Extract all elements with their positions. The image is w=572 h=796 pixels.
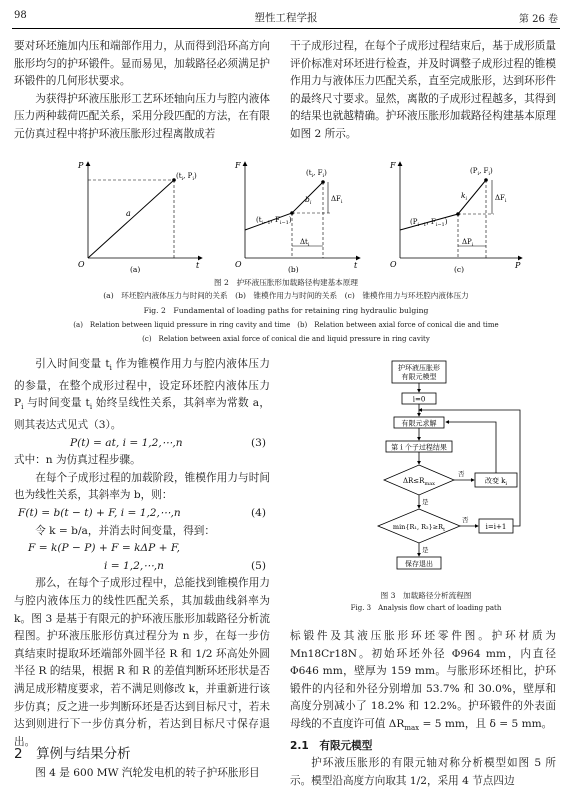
fig2-caption-en-sub2: (c) Relation between axial force of conical die and liquid pressure in ring cavity [142, 335, 430, 343]
bottom-right-column [290, 628, 556, 790]
flow-node-model-text: 护环液压胀形 [398, 364, 440, 372]
fig3-caption-cn: 图 3 加载路径分析流程图 [380, 591, 472, 600]
fig2b-delta-f: $\Delta F_i$ [331, 195, 343, 205]
fig2c-panel-label: (c) [454, 265, 465, 273]
header-rule [12, 28, 560, 29]
fig2c-x-label: P [515, 261, 521, 270]
equation-5: F = k(P − P) + F = kΔP + F, [28, 542, 180, 555]
fig2c-origin: O [390, 260, 397, 269]
section-heading: 2 算例与结果分析 [14, 746, 131, 762]
flow-decision-delta-r-text: $\Delta R\le R_{max}$ [402, 477, 436, 487]
flow-node-result-text: 第 i 个子过程结果 [391, 443, 447, 452]
flow-node-save-text: 保存退出 [405, 560, 433, 568]
paragraph: 标锻件及其液压胀形环坯零件图。护环材质为 Mn18Cr18N。初始环坯外径 Φ964 mm，内直径 Φ646 mm，壁厚为 159 mm。与胀形环坯相比，护环锻件的内径和外径分别增加 53.7% 和 30.0%，壁厚和高度分别减小了 18.2% 和 12.2%。护环锻件的外表面母线的不直度许可值 $\Delta R_{max} = 5$ mm，且 δ = 5 mm。 [290, 630, 556, 733]
page-number: 98 [14, 10, 27, 21]
paragraph: 令 k = b/a，并消去时间变量，得到： [35, 524, 215, 537]
flow-node-change-k-text: 改变 $k_i$ [484, 477, 508, 487]
fig3-caption-en: Fig. 3 Analysis flow chart of loading path [350, 604, 502, 612]
fig2b-panel-label: (b) [288, 265, 299, 273]
paragraph: 干子成形过程，在每个子成形过程结束后，基于成形质量评价标准对环坯进行检查，并及时调整子成形过程的锥模作用力与液体压力匹配关系，直至完成胀形，达到环形件的最终尺寸要求。显然，离散的子成形过程越多，其得到的结果也就越精确。护环液压胀形加载路径构建基本原理如图 2 所示。 [290, 40, 556, 140]
fig2b-x-label: t [354, 261, 358, 270]
paragraph: 图 4 是 600 MW 汽轮发电机的转子护环胀形目 [35, 767, 260, 779]
figure-2 [60, 158, 530, 273]
fig2-subplot-b [234, 161, 360, 273]
fig2-caption-cn-sub: (a) 环坯腔内液体压力与时间的关系 (b) 锥模作用力与时间的关系 (c) 锥模作用力与环坯腔内液体压力 [103, 291, 469, 300]
flow-node-solve-text: 有限元求解 [401, 419, 437, 428]
flow-label-yes: 是 [422, 498, 429, 506]
fig2c-point-upper: ($P_i$, $F_i$) [470, 167, 493, 177]
fig2b-y-label: F [235, 161, 241, 170]
fig2b-delta-t: $\Delta t_i$ [300, 238, 310, 248]
figure-3-flowchart [340, 358, 522, 588]
flow-label-no: 否 [458, 470, 465, 478]
mid-left-column [14, 356, 270, 751]
equation-3: P(t) = at, i = 1,2,⋯,n (3) [70, 436, 266, 449]
fig2a-y-label: P [78, 161, 84, 170]
fig2-subplot-a [77, 161, 202, 273]
paragraph: 那么，在每个子成形过程中，总能找到锥模作用力与腔内液体压力的线性匹配关系，其加载曲线斜率为 k。图 3 是基于有限元的护环液压胀形加载路径分析流程图。护环液压胀形仿真过程分为 n 步，在每一步仿真结束时提取环坯端部外圆半径 R 和 1/2 环高处外圆半径 R 的结果，根据 R 和 R 的差值判断环坯形状是否满足成形精度要求，若不满足则修改 k，并重新进行该步仿真；反之进一步判断环坯是否达到目标尺寸，若未达到则进行下一步仿真分析，若达到目标尺寸保存退出。 [14, 577, 271, 748]
paragraph: 为获得护环液压胀形工艺环坯轴向压力与腔内液体压力两种载荷匹配关系，采用分段匹配的方法，在有限元仿真过程中将护环液压胀形过程离散成若 [14, 92, 270, 140]
fig2c-point-lower: ($P_{i-1}$, $F_{i-1}$) [410, 218, 448, 228]
flow-decision-min-r-text: min{R₁, $R_2\}\ge R_t$ [392, 523, 446, 533]
top-right-column [290, 38, 556, 144]
paragraph: 引入时间变量 $t_i$ 作为锥模作用力与腔内液体压力的参量，在整个成形过程中，设定环坯腔内液体压力 $P_i$ 与时间变量 $t_i$ 始终呈线性关系，其斜率为常数 a，则其表达式见式（3）。 [14, 358, 270, 431]
bottom-left-column [14, 765, 270, 783]
fig2a-origin: O [78, 260, 85, 269]
fig2b-point-lower: ($t_{i-1}$, $F_{i-1}$) [256, 216, 292, 226]
fig2-caption-cn: 图 2 护环液压胀形加载路径构建基本原理 [214, 278, 358, 287]
subsection-heading: 2.1 有限元模型 [290, 739, 373, 752]
fig2b-origin: O [235, 260, 242, 269]
fig2a-x-label: t [196, 261, 200, 270]
fig2c-y-label: F [390, 161, 396, 170]
flow-node-increment-text: i=i+1 [485, 523, 507, 531]
equation-4: F(t) = b(t − t) + F, i = 1,2,⋯,n (4) [18, 506, 266, 519]
flow-node-model-text2: 有限元模型 [401, 373, 437, 381]
fig2-caption-en-sub1: (a) Relation between liquid pressure in ring cavity and time (b) Relation between axial force of conical die and time [73, 321, 499, 329]
paragraph: 要对环坯施加内压和端部作用力，从而得到沿环高方向胀形均匀的护环锻件。显而易见，加载路径必须满足护环锻件的几何形状要求。 [14, 40, 270, 88]
fig2c-slope: $k_i$ [461, 191, 468, 202]
paragraph: 在每个子成形过程的加载阶段，锥模作用力与时间也为线性关系，其斜率为 b，则： [14, 471, 270, 502]
fig2-caption-en: Fig. 2 Fundamental of loading paths for retaining ring hydraulic bulging [143, 306, 429, 315]
fig2c-delta-p: $\Delta P_i$ [462, 238, 474, 248]
flow-label-yes-2: 是 [422, 546, 429, 554]
fig2a-slope: a [126, 209, 131, 218]
flow-node-init-text: i=0 [412, 395, 426, 404]
flow-label-no-2: 否 [462, 516, 469, 524]
fig2-subplot-c [389, 161, 522, 273]
paragraph: 护环液压胀形的有限元轴对称分析模型如图 5 所示。模型沿高度方向取其 1/2，采用 4 节点四边 [290, 757, 556, 787]
paragraph: 式中：n 为仿真过程步骤。 [14, 454, 141, 467]
fig2b-slope: $b_i$ [305, 195, 312, 206]
fig2a-panel-label: (a) [130, 265, 141, 273]
equation-5-range: i = 1,2,⋯,n (5) [104, 559, 266, 572]
volume-label: 第 26 卷 [518, 14, 558, 25]
top-left-column [14, 38, 270, 144]
fig2a-point-label: ($t_i$, $P_i$) [176, 172, 197, 182]
fig2b-point-upper: ($t_i$, $F_i$) [306, 169, 327, 179]
journal-title: 塑性工程学报 [254, 12, 318, 24]
fig2c-delta-f: $\Delta F_i$ [495, 194, 507, 204]
